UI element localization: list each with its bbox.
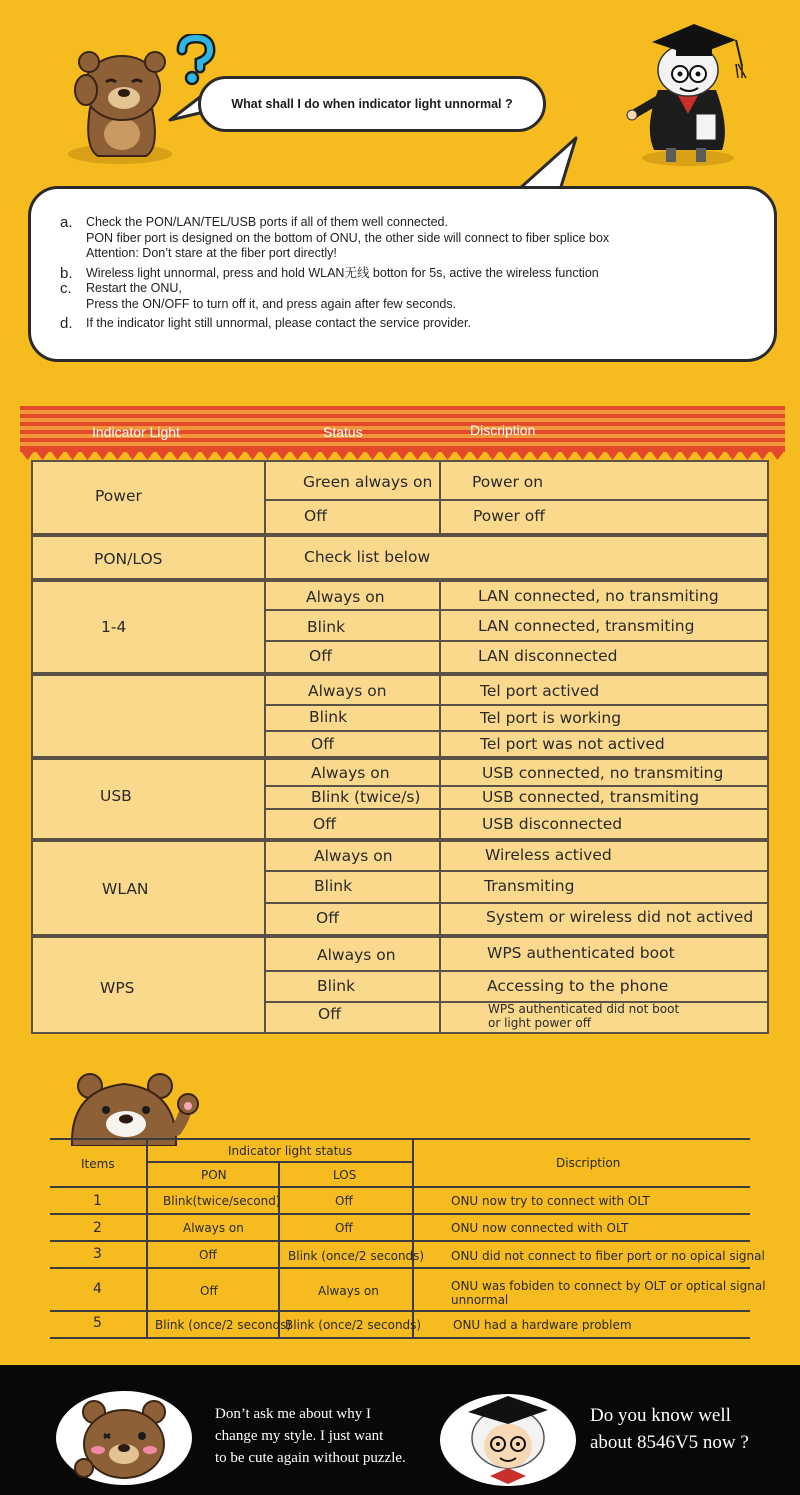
description-cell: ONU now connected with OLT <box>451 1221 629 1235</box>
header-description: Discription <box>470 422 536 438</box>
table-rule <box>50 1240 750 1242</box>
description-cell: Tel port actived <box>480 682 600 700</box>
description-cell: WPS authenticated boot <box>487 944 675 962</box>
row-divider <box>264 902 769 904</box>
row-name-wps: WPS <box>100 979 135 997</box>
group-divider <box>31 756 769 760</box>
description-cell: ONU now try to connect with OLT <box>451 1194 650 1208</box>
item-number: 1 <box>93 1193 102 1209</box>
description-cell: USB connected, no transmiting <box>482 764 724 782</box>
group-divider <box>31 934 769 938</box>
pon-los-status-table <box>50 1138 766 1338</box>
description-cell: LAN connected, no transmiting <box>478 587 719 605</box>
header-indicator-light: Indicator Light <box>92 424 180 440</box>
footer-left-text: Don’t ask me about why I change my style. I just want to be cute again without puzzle. <box>215 1406 406 1466</box>
status-cell: Off <box>311 735 334 753</box>
description-cell: LAN disconnected <box>478 647 618 665</box>
status-cell: Always on <box>311 764 390 782</box>
step-a: a. Check the PON/LAN/TEL/USB ports if all of them well connected. PON fiber port is designed on the bottom of ONU, the other side will connect to fiber splice box Attention: Don’t stare at the fiber port directly! <box>60 214 610 260</box>
table-rule <box>50 1138 750 1140</box>
los-cell: Blink (once/2 seconds) <box>288 1249 425 1263</box>
pon-header: PON <box>201 1168 227 1182</box>
item-number: 5 <box>93 1315 102 1331</box>
bear-thinking-icon <box>62 38 182 166</box>
pon-cell: Off <box>200 1284 218 1298</box>
los-cell: Blink (once/2 seconds) <box>285 1318 422 1332</box>
los-header: LOS <box>333 1168 357 1182</box>
los-cell: Always on <box>318 1284 379 1298</box>
row-name-usb: USB <box>100 787 132 805</box>
status-header: Indicator light status <box>228 1144 353 1158</box>
description-cell: Power off <box>473 507 545 525</box>
step-c: c. Restart the ONU, Press the ON/OFF to turn off it, and press again after few seconds. <box>60 280 457 311</box>
header-status: Status <box>323 424 363 440</box>
status-cell: Blink <box>317 977 356 995</box>
los-cell: Off <box>335 1194 353 1208</box>
troubleshooting-steps <box>60 215 760 336</box>
description-cell: ONU did not connect to fiber port or no opical signal <box>451 1249 765 1263</box>
table-rule <box>50 1267 750 1269</box>
description-cell: Accessing to the phone <box>487 977 669 995</box>
status-cell: Check list below <box>304 548 431 566</box>
status-cell: Always on <box>317 946 396 964</box>
row-name-pon-los: PON/LOS <box>94 550 163 568</box>
description-cell: USB connected, transmiting <box>482 788 700 806</box>
description-cell: or light power off <box>488 1016 592 1030</box>
row-divider <box>264 704 769 706</box>
description-cell: USB disconnected <box>482 815 623 833</box>
description-cell: unnormal <box>451 1293 509 1307</box>
status-cell: Blink <box>309 708 348 726</box>
row-divider <box>264 609 769 611</box>
description-cell: Tel port was not actived <box>480 735 665 753</box>
row-divider <box>264 785 769 787</box>
professor-face-icon <box>438 1388 578 1488</box>
status-cell: Always on <box>306 588 385 606</box>
description-cell: Tel port is working <box>480 709 622 727</box>
status-cell: Always on <box>308 682 387 700</box>
group-divider <box>31 838 769 842</box>
description-cell: WPS authenticated did not boot <box>488 1002 680 1016</box>
footer-right-text: Do you know well about 8546V5 now ? <box>590 1405 749 1453</box>
description-cell: Wireless actived <box>485 846 612 864</box>
group-divider <box>31 578 769 582</box>
description-cell: Power on <box>472 473 544 491</box>
table-rule <box>412 1138 414 1338</box>
row-name-power: Power <box>95 487 142 505</box>
group-divider <box>31 672 769 676</box>
description-cell: LAN connected, transmiting <box>478 617 695 635</box>
pon-cell: Blink (once/2 seconds) <box>155 1318 292 1332</box>
row-divider <box>264 808 769 810</box>
row-name-wlan: WLAN <box>102 880 149 898</box>
description-cell: System or wireless did not actived <box>486 908 754 926</box>
table-rule <box>50 1337 750 1339</box>
answer-bubble-tail <box>508 134 588 194</box>
status-cell: Always on <box>314 847 393 865</box>
status-cell: Blink (twice/s) <box>311 788 421 806</box>
row-divider <box>264 970 769 972</box>
table-rule <box>146 1138 148 1338</box>
row-divider <box>264 499 769 501</box>
bear-waving-icon <box>64 1070 204 1146</box>
description-cell: Transmiting <box>484 877 575 895</box>
table-rule <box>50 1186 750 1188</box>
status-cell: Blink <box>314 877 353 895</box>
step-d: d. If the indicator light still unnormal, please contact the service provider. <box>60 315 471 332</box>
status-cell: Off <box>316 909 339 927</box>
column-divider <box>264 460 266 1034</box>
item-number: 3 <box>93 1246 102 1262</box>
description-cell: ONU was fobiden to connect by OLT or optical signal <box>451 1279 766 1293</box>
row-divider <box>264 870 769 872</box>
table-rule <box>50 1213 750 1215</box>
pon-cell: Always on <box>183 1221 244 1235</box>
item-number: 2 <box>93 1220 102 1236</box>
status-cell: Blink <box>307 618 346 636</box>
pon-cell: Off <box>199 1248 217 1262</box>
question-text: What shall I do when indicator light unnormal ? <box>231 97 513 111</box>
column-divider <box>439 460 441 535</box>
step-b: b. Wireless light unnormal, press and hold WLAN无线 botton for 5s, active the wireless function <box>60 264 599 282</box>
pon-cell: Blink(twice/second) <box>163 1194 281 1208</box>
row-divider <box>264 730 769 732</box>
status-cell: Off <box>304 507 327 525</box>
group-divider <box>31 533 769 537</box>
status-cell: Green always on <box>303 473 433 491</box>
table-rule <box>50 1310 750 1312</box>
row-name-lan: 1-4 <box>101 618 127 636</box>
status-cell: Off <box>313 815 336 833</box>
description-header: Discription <box>556 1156 621 1170</box>
item-number: 4 <box>93 1281 102 1297</box>
los-cell: Off <box>335 1221 353 1235</box>
question-bubble <box>198 76 546 132</box>
items-header: Items <box>81 1157 115 1171</box>
description-cell: ONU had a hardware problem <box>453 1318 632 1332</box>
status-cell: Off <box>318 1005 341 1023</box>
bear-cute-icon <box>54 1390 194 1486</box>
column-divider <box>439 580 441 1034</box>
row-divider <box>264 640 769 642</box>
status-cell: Off <box>309 647 332 665</box>
table-rule <box>278 1161 280 1338</box>
professor-icon <box>618 18 768 168</box>
